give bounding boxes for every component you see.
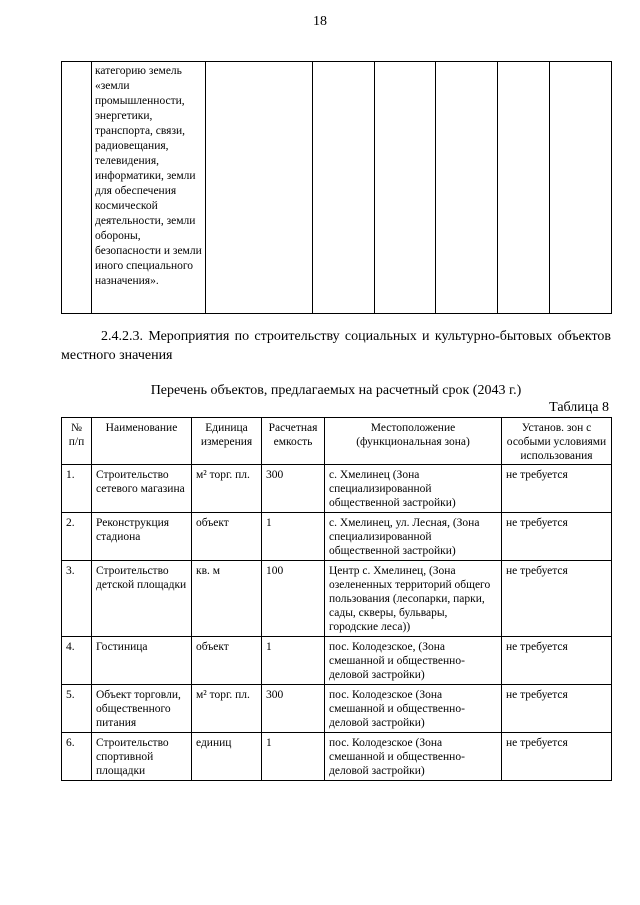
cell-unit: кв. м — [192, 561, 262, 637]
header-unit: Единица измерения — [192, 418, 262, 465]
table-row — [62, 561, 612, 637]
cell-zones: не требуется — [502, 561, 612, 637]
header-name: Наименование — [92, 418, 192, 465]
table-row — [62, 465, 612, 513]
cell-location: пос. Колодезское (Зона смешанной и общественно-деловой застройки) — [325, 733, 502, 781]
cell-number: 2. — [62, 513, 92, 561]
cell-location: пос. Колодезское (Зона смешанной и общественно-деловой застройки) — [325, 685, 502, 733]
table-row — [62, 685, 612, 733]
section-heading: 2.4.2.3. Мероприятия по строительству социальных и культурно-бытовых объектов местного значения — [61, 329, 611, 363]
list-title: Перечень объектов, предлагаемых на расчетный срок (2043 г.) — [150, 383, 522, 398]
objects-table — [61, 417, 612, 781]
continuation-table — [61, 61, 612, 314]
cell-unit: объект — [192, 637, 262, 685]
table-label: Таблица 8 — [549, 400, 609, 415]
cell-unit: объект — [192, 513, 262, 561]
cell-capacity: 1 — [262, 637, 325, 685]
table-row — [62, 733, 612, 781]
cell-capacity: 300 — [262, 685, 325, 733]
cell-zones: не требуется — [502, 637, 612, 685]
cell-unit: м² торг. пл. — [192, 465, 262, 513]
cell-zones: не требуется — [502, 733, 612, 781]
cell-zones: не требуется — [502, 685, 612, 733]
cell-name: Строительство сетевого магазина — [92, 465, 192, 513]
cell-number: 3. — [62, 561, 92, 637]
page-number: 18 — [313, 14, 327, 29]
cell-location: пос. Колодезское, (Зона смешанной и общественно-деловой застройки) — [325, 637, 502, 685]
table-header-row — [62, 418, 612, 465]
cell-name: Реконструкция стадиона — [92, 513, 192, 561]
header-capacity: Расчетная емкость — [262, 418, 325, 465]
cell-location: с. Хмелинец (Зона специализированной общественной застройки) — [325, 465, 502, 513]
cell-number: 1. — [62, 465, 92, 513]
header-location: Местоположение (функциональная зона) — [325, 418, 502, 465]
cell-capacity: 300 — [262, 465, 325, 513]
table-row — [62, 513, 612, 561]
cell-name: Гостиница — [92, 637, 192, 685]
cell-number: 4. — [62, 637, 92, 685]
continuation-cell: категорию земель «земли промышленности, энергетики, транспорта, связи, радиовещания, телевидения, информатики, земли для обеспечения космической деятельности, земли обороны, безопасности и земли иного специального назначения». — [92, 62, 206, 314]
cell-name: Объект торговли, общественного питания — [92, 685, 192, 733]
cell-zones: не требуется — [502, 513, 612, 561]
cell-name: Строительство детской площадки — [92, 561, 192, 637]
cell-name: Строительство спортивной площадки — [92, 733, 192, 781]
cell-unit: м² торг. пл. — [192, 685, 262, 733]
cell-number: 6. — [62, 733, 92, 781]
cell-zones: не требуется — [502, 465, 612, 513]
cell-location: Центр с. Хмелинец, (Зона озелененных территорий общего пользования (лесопарки, парки, сады, скверы, бульвары, городские леса)) — [325, 561, 502, 637]
header-zones: Установ. зон с особыми условиями использования — [502, 418, 612, 465]
cell-capacity: 1 — [262, 733, 325, 781]
cell-number: 5. — [62, 685, 92, 733]
table-row — [62, 637, 612, 685]
header-number: № п/п — [62, 418, 92, 465]
cell-location: с. Хмелинец, ул. Лесная, (Зона специализированной общественной застройки) — [325, 513, 502, 561]
cell-unit: единиц — [192, 733, 262, 781]
cell-capacity: 1 — [262, 513, 325, 561]
table-row — [62, 62, 612, 314]
cell-capacity: 100 — [262, 561, 325, 637]
